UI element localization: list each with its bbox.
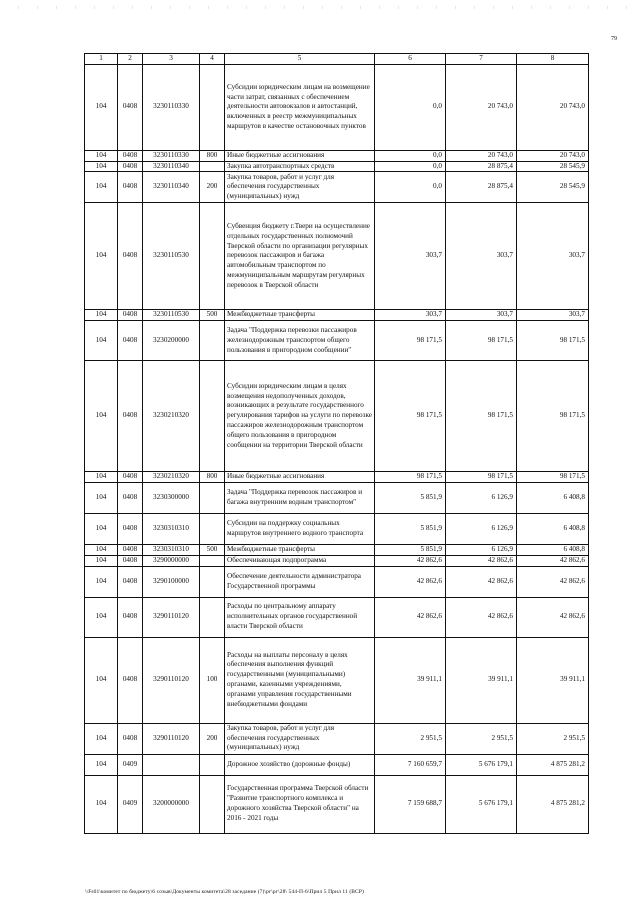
cell-amount-year3: 20 743,0 (517, 64, 589, 150)
budget-table-container (84, 53, 588, 834)
cell-amount-year1: 98 171,5 (375, 361, 446, 472)
cell-amount-year2: 98 171,5 (446, 321, 517, 361)
cell-target-article: 3230110340 (143, 161, 200, 172)
cell-section: 0408 (118, 172, 143, 203)
cell-amount-year1: 98 171,5 (375, 321, 446, 361)
table-row (85, 544, 589, 555)
cell-name: Закупка товаров, работ и услуг для обеспечения государственных (муниципальных) нужд (225, 723, 375, 754)
cell-amount-year1: 303,7 (375, 310, 446, 321)
cell-target-article: 3290110120 (143, 597, 200, 637)
table-row (85, 723, 589, 754)
page-number: 79 (611, 36, 617, 42)
cell-section: 0408 (118, 310, 143, 321)
cell-amount-year1: 5 851,9 (375, 482, 446, 513)
cell-glava: 104 (85, 310, 118, 321)
cell-amount-year3: 39 911,1 (517, 637, 589, 723)
cell-expense-type: 200 (200, 723, 225, 754)
cell-target-article: 3200000000 (143, 775, 200, 833)
cell-expense-type (200, 754, 225, 775)
cell-target-article: 3230210320 (143, 361, 200, 472)
cell-glava: 104 (85, 150, 118, 161)
cell-glava: 104 (85, 566, 118, 597)
cell-amount-year2: 28 875,4 (446, 161, 517, 172)
cell-glava: 104 (85, 723, 118, 754)
cell-target-article: 3230110530 (143, 310, 200, 321)
cell-glava: 104 (85, 597, 118, 637)
cell-amount-year1: 98 171,5 (375, 472, 446, 483)
footer-file-path: \\Fs01\комитет по бюджету\6 созыв\Документы комитета\28 заседание (7)\рг\рг\28\ 544-П-6\Прил 5 Прил 11 (ВСР) (85, 889, 364, 895)
cell-amount-year2: 303,7 (446, 203, 517, 310)
header-cell: 4 (200, 54, 225, 65)
cell-target-article: 3290110120 (143, 637, 200, 723)
cell-name: Задача "Поддержка перевозок пассажиров и багажа внутренним водным транспортом" (225, 482, 375, 513)
header-cell: 7 (446, 54, 517, 65)
cell-target-article: 3230110330 (143, 150, 200, 161)
cell-amount-year1: 5 851,9 (375, 544, 446, 555)
cell-section: 0408 (118, 597, 143, 637)
cell-amount-year1: 7 159 688,7 (375, 775, 446, 833)
cell-name: Иные бюджетные ассигнования (225, 150, 375, 161)
cell-section: 0408 (118, 472, 143, 483)
cell-section: 0408 (118, 203, 143, 310)
cell-target-article: 3290000000 (143, 555, 200, 566)
cell-section: 0408 (118, 513, 143, 544)
cell-amount-year1: 303,7 (375, 203, 446, 310)
cell-name: Обеспечение деятельности администратора Государственной программы (225, 566, 375, 597)
table-row (85, 310, 589, 321)
cell-amount-year2: 6 126,9 (446, 482, 517, 513)
table-row (85, 64, 589, 150)
cell-section: 0408 (118, 64, 143, 150)
cell-target-article: 3230310310 (143, 544, 200, 555)
cell-section: 0408 (118, 637, 143, 723)
cell-amount-year2: 5 676 179,1 (446, 775, 517, 833)
cell-amount-year2: 42 862,6 (446, 597, 517, 637)
cell-expense-type (200, 566, 225, 597)
cell-expense-type (200, 513, 225, 544)
cell-glava: 104 (85, 172, 118, 203)
cell-name: Государственная программа Тверской области "Развитие транспортного комплекса и дорожного хозяйства Тверской области" на 2016 - 2021 годы (225, 775, 375, 833)
cell-amount-year1: 2 951,5 (375, 723, 446, 754)
table-row (85, 513, 589, 544)
cell-name: Межбюджетные трансферты (225, 310, 375, 321)
cell-section: 0408 (118, 544, 143, 555)
cell-target-article (143, 754, 200, 775)
cell-target-article: 3230200000 (143, 321, 200, 361)
cell-amount-year3: 6 408,8 (517, 513, 589, 544)
cell-expense-type: 800 (200, 150, 225, 161)
table-row (85, 637, 589, 723)
cell-glava: 104 (85, 361, 118, 472)
budget-table (84, 53, 589, 834)
cell-amount-year1: 5 851,9 (375, 513, 446, 544)
cell-section: 0408 (118, 723, 143, 754)
table-row (85, 161, 589, 172)
cell-amount-year1: 0,0 (375, 172, 446, 203)
cell-amount-year2: 98 171,5 (446, 472, 517, 483)
table-row (85, 361, 589, 472)
cell-amount-year3: 98 171,5 (517, 321, 589, 361)
cell-glava: 104 (85, 555, 118, 566)
cell-glava: 104 (85, 544, 118, 555)
cell-name: Субсидии юридическим лицам на возмещение части затрат, связанных с обеспечением деятельности автовокзалов и автостанций, включенных в реестр межмуниципальных маршрутов в качестве остановочных пунктов (225, 64, 375, 150)
cell-glava: 104 (85, 203, 118, 310)
cell-expense-type: 200 (200, 172, 225, 203)
cell-name: Закупка автотранспортных средств (225, 161, 375, 172)
cell-amount-year2: 303,7 (446, 310, 517, 321)
cell-glava: 104 (85, 472, 118, 483)
cell-amount-year3: 20 743,0 (517, 150, 589, 161)
cell-glava: 104 (85, 64, 118, 150)
cell-expense-type (200, 64, 225, 150)
header-cell: 3 (143, 54, 200, 65)
cell-amount-year2: 6 126,9 (446, 513, 517, 544)
cell-section: 0408 (118, 150, 143, 161)
cell-expense-type (200, 775, 225, 833)
cell-amount-year2: 42 862,6 (446, 555, 517, 566)
cell-amount-year3: 4 875 281,2 (517, 754, 589, 775)
cell-name: Дорожное хозяйство (дорожные фонды) (225, 754, 375, 775)
cell-section: 0408 (118, 566, 143, 597)
cell-target-article: 3230110530 (143, 203, 200, 310)
cell-glava: 104 (85, 513, 118, 544)
cell-amount-year1: 42 862,6 (375, 566, 446, 597)
cell-name: Расходы на выплаты персоналу в целях обеспечения выполнения функций государственными (муниципальными) органами, казенными учреждениями, органами управления государственными внебюджетными фондами (225, 637, 375, 723)
cell-amount-year2: 42 862,6 (446, 566, 517, 597)
table-row (85, 203, 589, 310)
header-cell: 5 (225, 54, 375, 65)
cell-amount-year3: 28 545,9 (517, 161, 589, 172)
table-row (85, 555, 589, 566)
cell-amount-year2: 20 743,0 (446, 150, 517, 161)
cell-target-article: 3290100000 (143, 566, 200, 597)
cell-section: 0408 (118, 161, 143, 172)
cell-expense-type (200, 321, 225, 361)
cell-amount-year3: 2 951,5 (517, 723, 589, 754)
cell-target-article: 3230110340 (143, 172, 200, 203)
cell-expense-type (200, 203, 225, 310)
table-row (85, 566, 589, 597)
cell-expense-type (200, 482, 225, 513)
cell-amount-year1: 0,0 (375, 64, 446, 150)
header-cell: 2 (118, 54, 143, 65)
cell-name: Межбюджетные трансферты (225, 544, 375, 555)
table-row (85, 472, 589, 483)
cell-section: 0409 (118, 775, 143, 833)
cell-name: Закупка товаров, работ и услуг для обеспечения государственных (муниципальных) нужд (225, 172, 375, 203)
cell-amount-year1: 39 911,1 (375, 637, 446, 723)
cell-amount-year2: 5 676 179,1 (446, 754, 517, 775)
cell-target-article: 3230110330 (143, 64, 200, 150)
cell-target-article: 3230300000 (143, 482, 200, 513)
cell-amount-year3: 98 171,5 (517, 361, 589, 472)
table-row (85, 321, 589, 361)
cell-amount-year2: 2 951,5 (446, 723, 517, 754)
cell-section: 0408 (118, 482, 143, 513)
cell-expense-type (200, 161, 225, 172)
cell-glava: 104 (85, 321, 118, 361)
cell-amount-year1: 7 160 659,7 (375, 754, 446, 775)
cell-target-article: 3230310310 (143, 513, 200, 544)
cell-amount-year1: 42 862,6 (375, 555, 446, 566)
cell-expense-type: 500 (200, 310, 225, 321)
cell-target-article: 3290110120 (143, 723, 200, 754)
cell-section: 0408 (118, 361, 143, 472)
cell-amount-year3: 28 545,9 (517, 172, 589, 203)
cell-expense-type (200, 597, 225, 637)
cell-section: 0408 (118, 555, 143, 566)
cell-section: 0408 (118, 321, 143, 361)
cell-amount-year3: 42 862,6 (517, 597, 589, 637)
cell-amount-year1: 0,0 (375, 150, 446, 161)
cell-amount-year2: 28 875,4 (446, 172, 517, 203)
cell-name: Иные бюджетные ассигнования (225, 472, 375, 483)
cell-glava: 104 (85, 775, 118, 833)
cell-amount-year2: 20 743,0 (446, 64, 517, 150)
cell-amount-year3: 42 862,6 (517, 566, 589, 597)
cell-glava: 104 (85, 482, 118, 513)
cell-name: Субвенция бюджету г.Твери на осуществление отдельных государственных полномочий Тверской области по организации регулярных перевозок пассажиров и багажа автомобильным транспортом по межмуниципальным маршрутам регулярных перевозок в Тверской области (225, 203, 375, 310)
cell-amount-year3: 6 408,8 (517, 544, 589, 555)
cell-expense-type (200, 361, 225, 472)
header-cell: 6 (375, 54, 446, 65)
cell-name: Задача "Поддержка перевозки пассажиров железнодорожным транспортом общего пользования в пригородном сообщении" (225, 321, 375, 361)
header-cell: 1 (85, 54, 118, 65)
cell-name: Субсидии юридическим лицам в целях возмещения недополученных доходов, возникающих в результате государственного регулирования тарифов на услуги по перевозке пассажиров железнодорожным транспортом общего пользования в пригородном сообщении на территории Тверской области (225, 361, 375, 472)
cell-amount-year3: 6 408,8 (517, 482, 589, 513)
cell-section: 0409 (118, 754, 143, 775)
cell-amount-year3: 42 862,6 (517, 555, 589, 566)
table-row (85, 597, 589, 637)
table-header-row (85, 54, 589, 65)
table-row (85, 482, 589, 513)
cell-expense-type: 800 (200, 472, 225, 483)
cell-target-article: 3230210320 (143, 472, 200, 483)
cell-amount-year1: 0,0 (375, 161, 446, 172)
cell-name: Расходы по центральному аппарату исполнительных органов государственной власти Тверской области (225, 597, 375, 637)
cell-glava: 104 (85, 161, 118, 172)
cell-expense-type (200, 555, 225, 566)
cell-amount-year2: 39 911,1 (446, 637, 517, 723)
cell-amount-year2: 6 126,9 (446, 544, 517, 555)
table-row (85, 754, 589, 775)
cell-amount-year3: 303,7 (517, 310, 589, 321)
cell-amount-year3: 303,7 (517, 203, 589, 310)
cell-amount-year2: 98 171,5 (446, 361, 517, 472)
cell-name: Обеспечивающая подпрограмма (225, 555, 375, 566)
cell-name: Субсидии на поддержку социальных маршрутов внутреннего водного транспорта (225, 513, 375, 544)
table-row (85, 150, 589, 161)
cell-glava: 104 (85, 754, 118, 775)
cell-amount-year3: 98 171,5 (517, 472, 589, 483)
cell-amount-year1: 42 862,6 (375, 597, 446, 637)
table-row (85, 775, 589, 833)
cell-amount-year3: 4 875 281,2 (517, 775, 589, 833)
cell-expense-type: 500 (200, 544, 225, 555)
cell-glava: 104 (85, 637, 118, 723)
table-row (85, 172, 589, 203)
scan-artifact-top (0, 6, 640, 9)
cell-expense-type: 100 (200, 637, 225, 723)
header-cell: 8 (517, 54, 589, 65)
